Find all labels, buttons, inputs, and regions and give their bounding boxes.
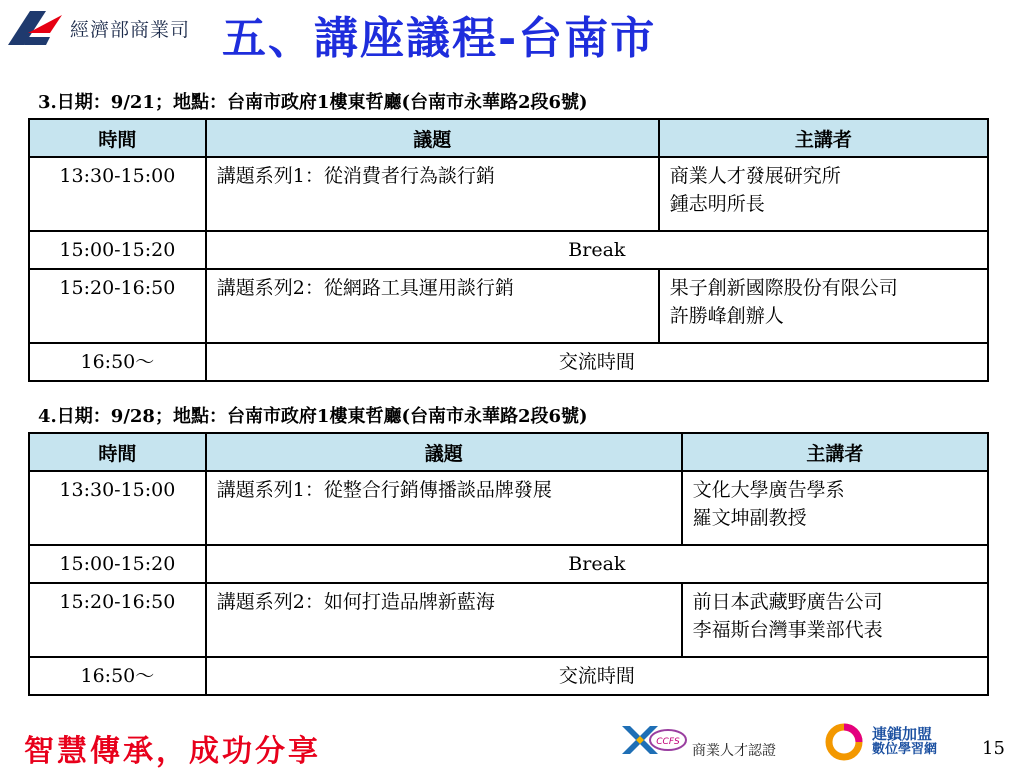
time-cell: 16:50～	[29, 343, 206, 381]
ccfs-label: 商業人才認證	[692, 743, 776, 759]
break-cell: Break	[206, 231, 988, 269]
topic-cell: 講題系列1：從消費者行為談行銷	[206, 157, 659, 231]
ccfs-badge-text: CCFS	[656, 737, 680, 747]
time-cell: 16:50～	[29, 657, 206, 695]
speaker-name: 許勝峰創辦人	[669, 305, 784, 327]
table-row	[29, 231, 988, 269]
speaker-name: 李福斯台灣事業部代表	[692, 619, 883, 641]
table-row	[29, 471, 988, 545]
session-subtitle: 4.日期：9/28；地點：台南市政府1樓東哲廳(台南市永華路2段6號)	[38, 406, 588, 427]
column-header: 議題	[206, 433, 682, 471]
page-number: 15	[982, 738, 1005, 759]
time-cell: 15:00-15:20	[29, 545, 206, 583]
speaker-cell	[682, 471, 988, 545]
table-header-row	[29, 119, 988, 157]
table-header-row	[29, 433, 988, 471]
time-cell: 15:00-15:20	[29, 231, 206, 269]
agenda-table	[28, 118, 989, 382]
column-header: 議題	[206, 119, 659, 157]
networking-cell: 交流時間	[206, 657, 988, 695]
table-row	[29, 657, 988, 695]
networking-cell: 交流時間	[206, 343, 988, 381]
speaker-cell	[659, 157, 988, 231]
chain-line1: 連鎖加盟	[872, 725, 933, 743]
column-header: 主講者	[659, 119, 988, 157]
speaker-cell	[682, 583, 988, 657]
topic-cell: 講題系列2：如何打造品牌新藍海	[206, 583, 682, 657]
column-header: 時間	[29, 119, 206, 157]
table-row	[29, 343, 988, 381]
speaker-org: 前日本武藏野廣告公司	[692, 591, 883, 613]
table-row	[29, 157, 988, 231]
speaker-org: 商業人才發展研究所	[669, 165, 841, 187]
break-cell: Break	[206, 545, 988, 583]
table-row	[29, 545, 988, 583]
session-subtitle: 3.日期：9/21；地點：台南市政府1樓東哲廳(台南市永華路2段6號)	[38, 92, 588, 113]
speaker-org: 文化大學廣告學系	[692, 479, 845, 501]
topic-cell: 講題系列2：從網路工具運用談行銷	[206, 269, 659, 343]
speaker-cell	[659, 269, 988, 343]
chain-franchise-logo	[822, 722, 937, 762]
column-header: 主講者	[682, 433, 988, 471]
speaker-org: 果子創新國際股份有限公司	[669, 277, 898, 299]
chain-ring-icon	[822, 722, 868, 762]
time-cell: 13:30-15:00	[29, 157, 206, 231]
page-title: 五、講座議程-台南市	[222, 13, 657, 64]
time-cell: 15:20-16:50	[29, 583, 206, 657]
chain-text	[872, 726, 937, 758]
table-row	[29, 269, 988, 343]
topic-cell: 講題系列1：從整合行銷傳播談品牌發展	[206, 471, 682, 545]
chain-line2: 數位學習網	[872, 742, 938, 757]
ccfs-emblem-icon	[618, 718, 690, 764]
time-cell: 13:30-15:00	[29, 471, 206, 545]
speaker-name: 鍾志明所長	[669, 193, 765, 215]
speaker-name: 羅文坤副教授	[692, 507, 807, 529]
ccfs-logo	[618, 718, 776, 764]
ministry-emblem-icon	[6, 9, 64, 47]
table-row	[29, 583, 988, 657]
column-header: 時間	[29, 433, 206, 471]
slogan: 智慧傳承，成功分享	[24, 734, 321, 769]
logo-text: 經濟部商業司	[70, 18, 191, 41]
ministry-logo	[6, 8, 190, 48]
time-cell: 15:20-16:50	[29, 269, 206, 343]
agenda-table	[28, 432, 989, 696]
